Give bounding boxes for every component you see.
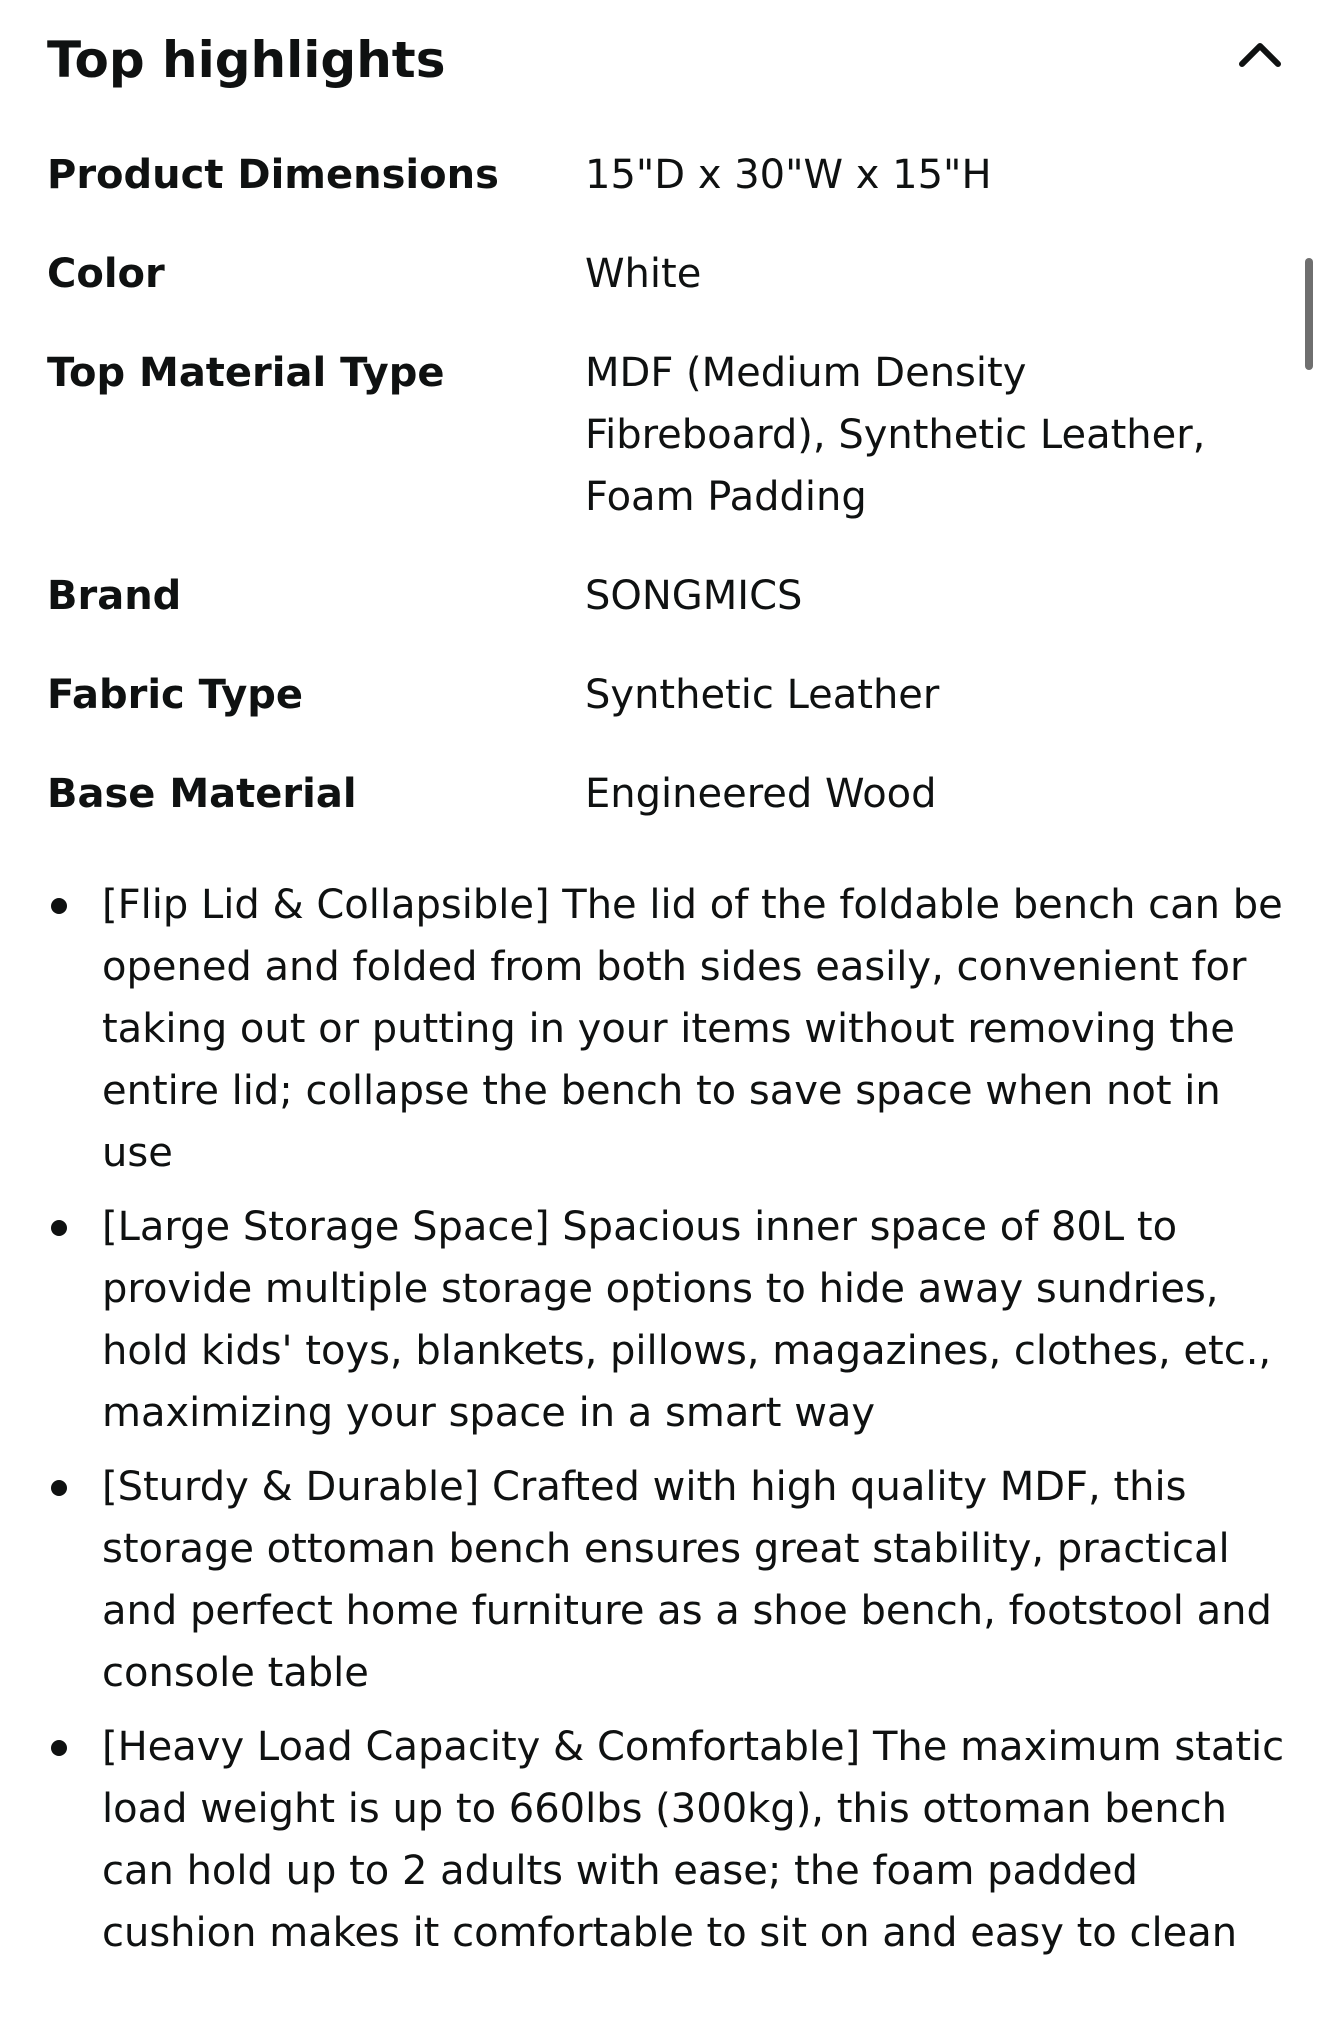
feature-bullet-text: [Heavy Load Capacity & Comfortable] The maximum static load weight is up to 660lbs (300kg), this ottoman bench can hold up to 2 adults with ease; the foam padded cushion makes it comfortable to sit on and easy to clean bbox=[102, 1724, 1285, 1956]
spec-row-color bbox=[47, 243, 1277, 305]
feature-bullet bbox=[47, 874, 1287, 1184]
scrollbar-thumb[interactable] bbox=[1305, 258, 1313, 370]
spec-label: Top Material Type bbox=[47, 350, 445, 396]
feature-bullet bbox=[47, 1456, 1287, 1704]
bullet-dot-icon bbox=[51, 1220, 67, 1236]
spec-label: Base Material bbox=[47, 771, 357, 817]
spec-value: White bbox=[585, 251, 702, 297]
bullet-dot-icon bbox=[51, 898, 67, 914]
feature-bullet-text: [Flip Lid & Collapsible] The lid of the foldable bench can be opened and folded from both sides easily, convenient for taking out or putting in your items without removing the entire lid; collapse the bench to save space when not in use bbox=[102, 882, 1283, 1176]
spec-value: Engineered Wood bbox=[585, 771, 937, 817]
spec-value: SONGMICS bbox=[585, 573, 803, 619]
spec-label: Color bbox=[47, 251, 165, 297]
feature-bullet-text: [Sturdy & Durable] Crafted with high quality MDF, this storage ottoman bench ensures great stability, practical and perfect home furniture as a shoe bench, footstool and console table bbox=[102, 1464, 1272, 1696]
collapse-button[interactable] bbox=[1233, 28, 1287, 82]
specs-table bbox=[47, 144, 1277, 862]
spec-value: Synthetic Leather bbox=[585, 672, 940, 718]
spec-row-base-material bbox=[47, 763, 1277, 825]
chevron-up-icon bbox=[1233, 28, 1287, 82]
spec-row-fabric-type bbox=[47, 664, 1277, 726]
spec-value: MDF (Medium Density Fibreboard), Synthetic Leather, Foam Padding bbox=[585, 350, 1206, 520]
section-header[interactable] bbox=[47, 22, 1287, 94]
section-title: Top highlights bbox=[47, 31, 446, 89]
bullet-dot-icon bbox=[51, 1740, 67, 1756]
spec-row-product-dimensions bbox=[47, 144, 1277, 206]
spec-label: Fabric Type bbox=[47, 672, 304, 718]
spec-label: Brand bbox=[47, 573, 182, 619]
spec-row-brand bbox=[47, 565, 1277, 627]
bullet-dot-icon bbox=[51, 1480, 67, 1496]
spec-row-top-material-type bbox=[47, 342, 1277, 528]
feature-bullet-text: [Large Storage Space] Spacious inner space of 80L to provide multiple storage options to hide away sundries, hold kids' toys, blankets, pillows, magazines, clothes, etc., maximizing your space in a smart way bbox=[102, 1204, 1272, 1436]
feature-bullet bbox=[47, 1196, 1287, 1444]
spec-label: Product Dimensions bbox=[47, 152, 499, 198]
spec-value: 15"D x 30"W x 15"H bbox=[585, 152, 992, 198]
feature-bullet-list bbox=[47, 874, 1287, 1976]
feature-bullet bbox=[47, 1716, 1287, 1964]
